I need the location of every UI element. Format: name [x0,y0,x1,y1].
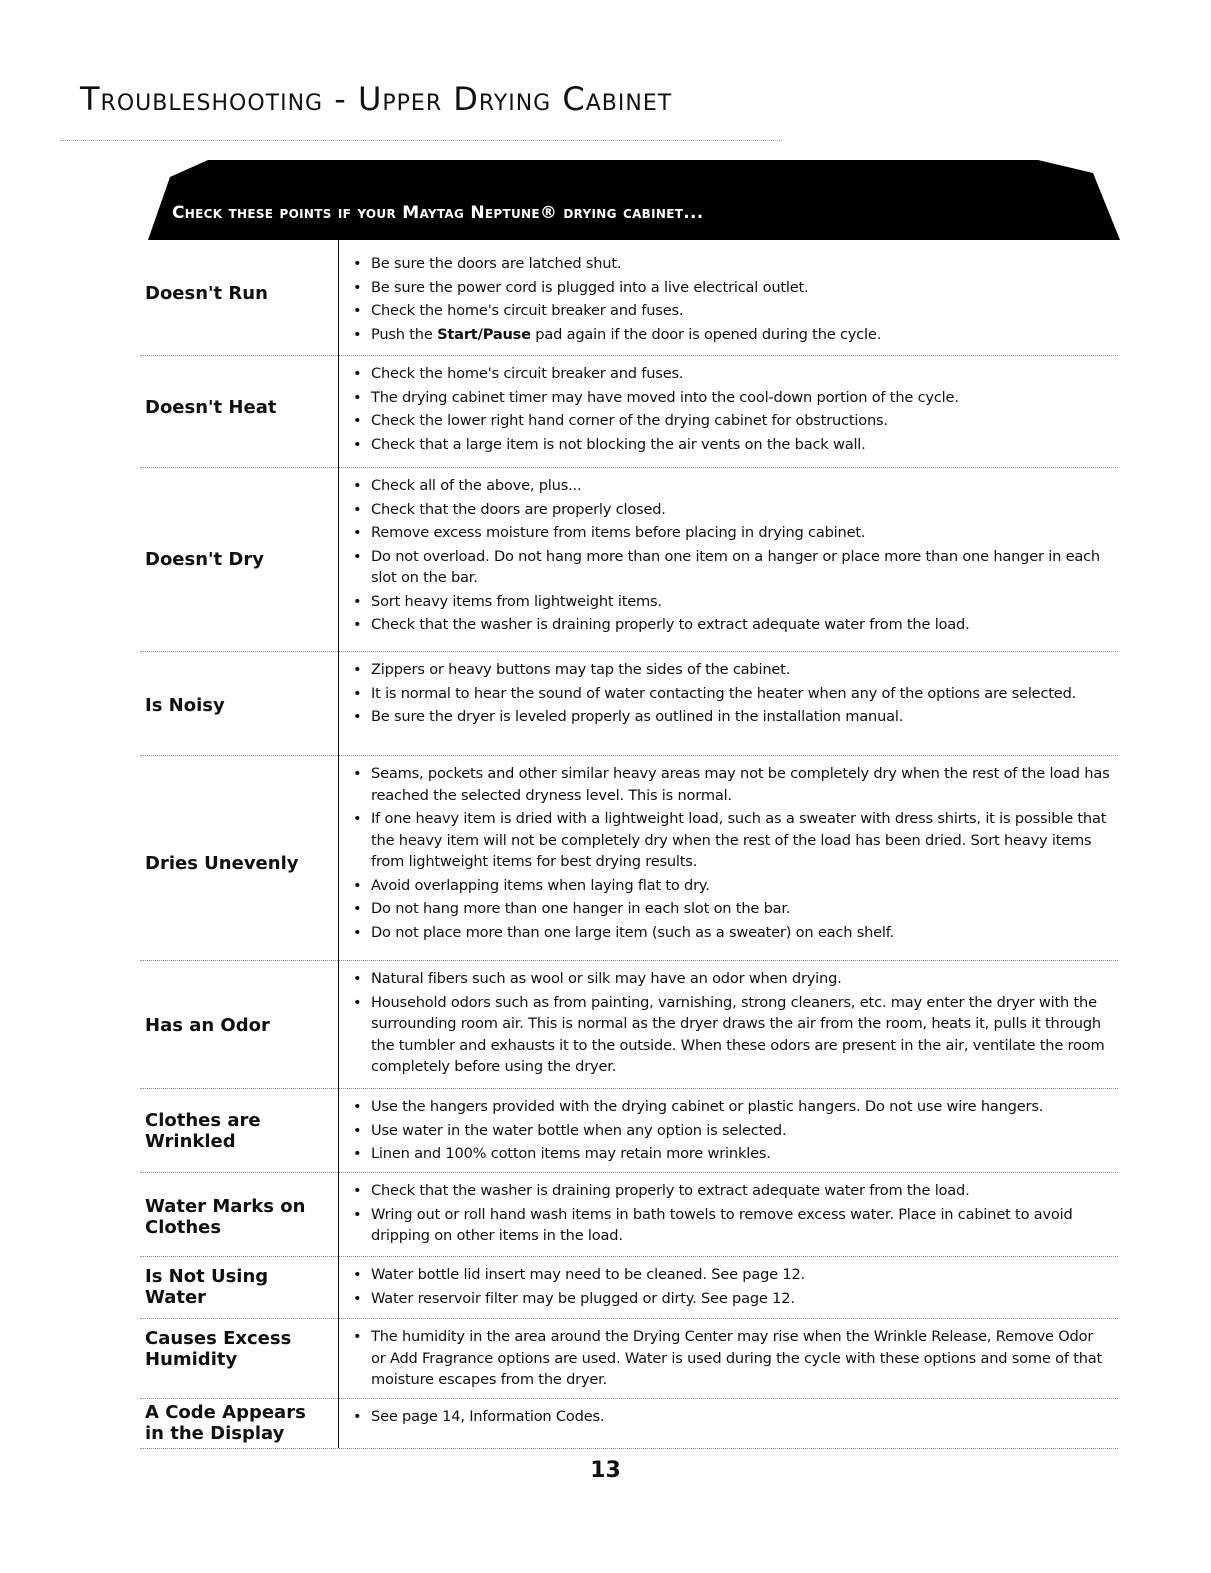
title-rule [60,140,780,141]
solution-item: • Linen and 100% cotton items may retain more wrinkles. [350,1143,1110,1165]
solution-item: • If one heavy item is dried with a lightweight load, such as a sweater with dress shirts, it is possible that the heavy item will not be completely dry when the rest of the load has been dried. Sort heavy items from lightweight items for best drying results. [350,808,1110,873]
solution-item: • Remove excess moisture from items before placing in drying cabinet. [350,522,1110,544]
table-row [140,355,1118,468]
table-row [140,1256,1118,1319]
problem-label: A Code Appears in the Display [145,1402,306,1444]
solution-list [350,659,1110,730]
table-row [140,1172,1118,1257]
solution-item: • Check the home's circuit breaker and fuses. [350,300,1110,322]
solution-list [350,1264,1110,1311]
problem-label: Dries Unevenly [145,853,299,874]
table-row [140,1398,1118,1449]
solution-item: • Check that the doors are properly closed. [350,499,1110,521]
solution-item: • Check the home's circuit breaker and fuses. [350,363,1110,385]
section-banner [148,155,1120,240]
banner-shape [148,155,1120,240]
solution-item: • Zippers or heavy buttons may tap the sides of the cabinet. [350,659,1110,681]
solution-item: • Do not overload. Do not hang more than one item on a hanger or place more than one hanger in each slot on the bar. [350,546,1110,589]
solution-item: • Check that a large item is not blocking the air vents on the back wall. [350,434,1110,456]
solution-item: • Water reservoir filter may be plugged or dirty. See page 12. [350,1288,1110,1310]
solution-item: • Use the hangers provided with the drying cabinet or plastic hangers. Do not use wire hangers. [350,1096,1110,1118]
solution-item: • Be sure the power cord is plugged into a live electrical outlet. [350,277,1110,299]
solution-item: • It is normal to hear the sound of water contacting the heater when any of the options are selected. [350,683,1110,705]
problem-label: Water Marks on Clothes [145,1196,306,1238]
solution-item [350,324,1110,346]
table-row [140,245,1118,356]
solution-item: • Natural fibers such as wool or silk may have an odor when drying. [350,968,1110,990]
button-name-emphasis: Start/Pause [437,325,531,343]
solution-list [350,763,1110,945]
table-row [140,1318,1118,1399]
solution-item: • Household odors such as from painting, varnishing, strong cleaners, etc. may enter the dryer with the surrounding room air. This is normal as the dryer draws the air from the room, heats it, pulls it through the tumbler and exhausts it to the outside. When these odors are present in the air, ventilate the room completely before using the dryer. [350,992,1110,1078]
solution-item: • Avoid overlapping items when laying flat to dry. [350,875,1110,897]
solution-item: • The drying cabinet timer may have moved into the cool-down portion of the cycle. [350,387,1110,409]
solution-item: • Be sure the dryer is leveled properly as outlined in the installation manual. [350,706,1110,728]
solution-item: • Seams, pockets and other similar heavy areas may not be completely dry when the rest of the load has reached the selected dryness level. This is normal. [350,763,1110,806]
table-row [140,960,1118,1089]
solution-list [350,1180,1110,1249]
solution-item: • Be sure the doors are latched shut. [350,253,1110,275]
solution-item: • Sort heavy items from lightweight items. [350,591,1110,613]
solution-list [350,363,1110,457]
solution-item: • See page 14, Information Codes. [350,1406,1110,1428]
solution-item: • Do not place more than one large item (such as a sweater) on each shelf. [350,922,1110,944]
problem-label: Is Not Using Water [145,1266,269,1308]
problem-label: Has an Odor [145,1015,270,1036]
problem-label: Causes Excess Humidity [145,1328,292,1370]
problem-label: Doesn't Run [145,283,268,304]
solution-item: • Water bottle lid insert may need to be cleaned. See page 12. [350,1264,1110,1286]
solution-item: • Check the lower right hand corner of the drying cabinet for obstructions. [350,410,1110,432]
solution-list [350,475,1110,638]
solution-item: • Use water in the water bottle when any option is selected. [350,1120,1110,1142]
problem-label: Doesn't Dry [145,549,264,570]
solution-list [350,968,1110,1080]
problem-label: Clothes are Wrinkled [145,1110,261,1152]
solution-list [350,1326,1110,1393]
solution-list [350,1406,1110,1430]
solution-text: pad again if the door is opened during the cycle. [530,325,882,343]
problem-label: Is Noisy [145,695,225,716]
solution-list [350,1096,1110,1167]
page-number: 13 [590,1458,621,1483]
solution-item: • Check all of the above, plus... [350,475,1110,497]
solution-item: • Do not hang more than one hanger in each slot on the bar. [350,898,1110,920]
page-title: Troubleshooting - Upper Drying Cabinet [80,80,673,118]
banner-heading: Check these points if your Maytag Neptune® drying cabinet... [172,203,704,223]
table-row [140,467,1118,652]
table-row [140,755,1118,961]
solution-item: • Check that the washer is draining properly to extract adequate water from the load. [350,614,1110,636]
solution-item: • Wring out or roll hand wash items in bath towels to remove excess water. Place in cabinet to avoid dripping on other items in the load. [350,1204,1110,1247]
table-row [140,651,1118,756]
solution-text: Push the [371,325,438,343]
table-row [140,1088,1118,1173]
solution-item: • Check that the washer is draining properly to extract adequate water from the load. [350,1180,1110,1202]
problem-label: Doesn't Heat [145,397,277,418]
solution-item: • The humidity in the area around the Drying Center may rise when the Wrinkle Release, Remove Odor or Add Fragrance options are used. Water is used during the cycle with these options and some of that moisture escapes from the dryer. [350,1326,1110,1391]
solution-list [350,253,1110,347]
